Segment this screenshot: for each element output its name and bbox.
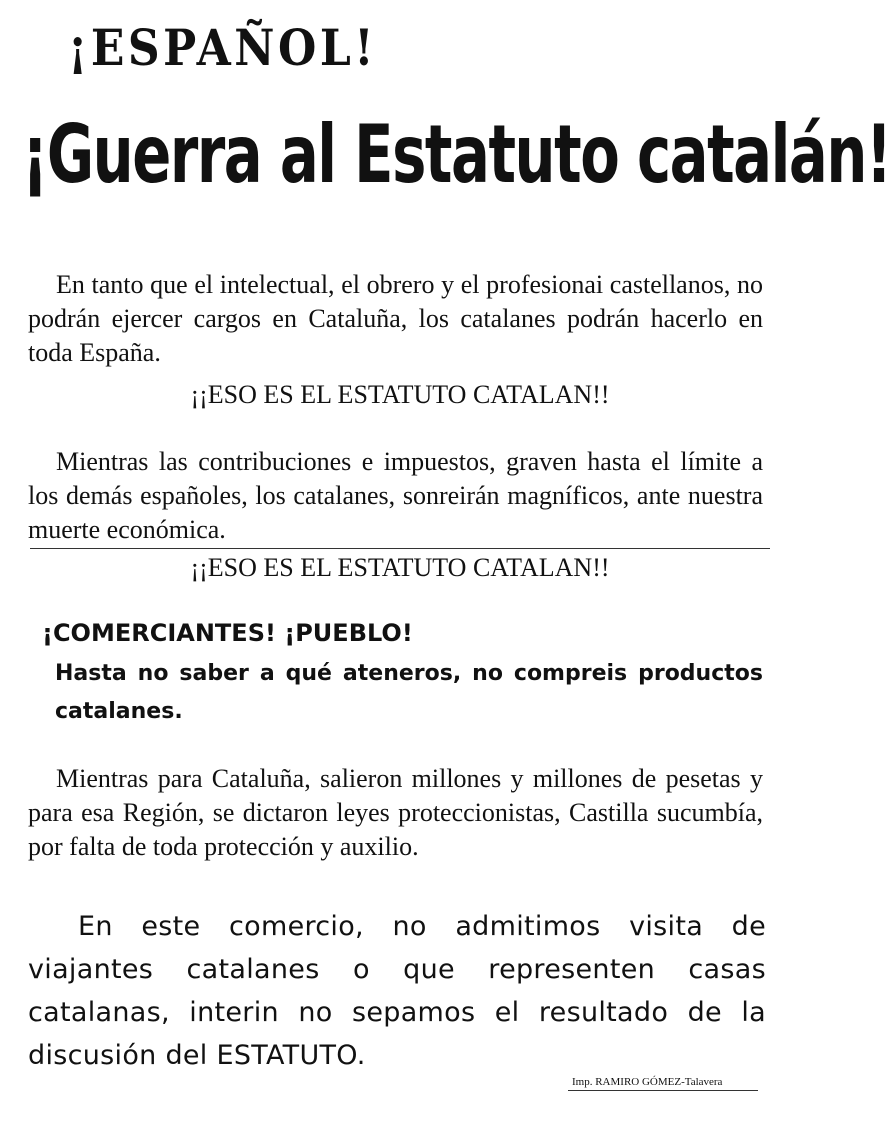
notice-text: En este comercio, no admitimos visita de viajantes catalanes o que representen casas catalanas, interin no sepamos el resultado de la discusión del ESTATUTO.: [28, 911, 766, 1071]
paragraph-3-text: Mientras para Cataluña, salieron millones y millones de pesetas y para esa Región, se dictaron leyes proteccionistas, Castilla sucumbía, por falta de toda protección y auxilio.: [28, 764, 763, 861]
divider-line: [30, 548, 770, 549]
refrain-1: ¡¡ESO ES EL ESTATUTO CATALAN!!: [190, 380, 610, 409]
paragraph-1-text: En tanto que el intelectual, el obrero y el profesionai castellanos, no podrán ejercer cargos en Cataluña, los catalanes podrán hacerlo en toda España.: [28, 270, 763, 367]
paragraph-1: [28, 268, 763, 370]
paragraph-2-text: Mientras las contribuciones e impuestos, graven hasta el límite a los demás españoles, los catalanes, sonreirán magníficos, ante nuestra muerte económica.: [28, 447, 763, 544]
exclamation-title: ¡ESPAÑOL!: [68, 18, 378, 77]
call-text: Hasta no saber a qué ateneros, no compreis productos catalanes.: [55, 661, 763, 724]
paragraph-3: [28, 762, 763, 864]
notice: [28, 905, 766, 1077]
refrain-2: ¡¡ESO ES EL ESTATUTO CATALAN!!: [190, 553, 610, 582]
headline: ¡Guerra al Estatuto catalán!: [22, 108, 891, 201]
printer-imprint: Imp. RAMIRO GÓMEZ-Talavera: [572, 1076, 723, 1088]
imprint-rule: [568, 1090, 758, 1091]
paragraph-2: [28, 445, 763, 547]
call-heading: ¡COMERCIANTES! ¡PUEBLO!: [42, 619, 413, 647]
